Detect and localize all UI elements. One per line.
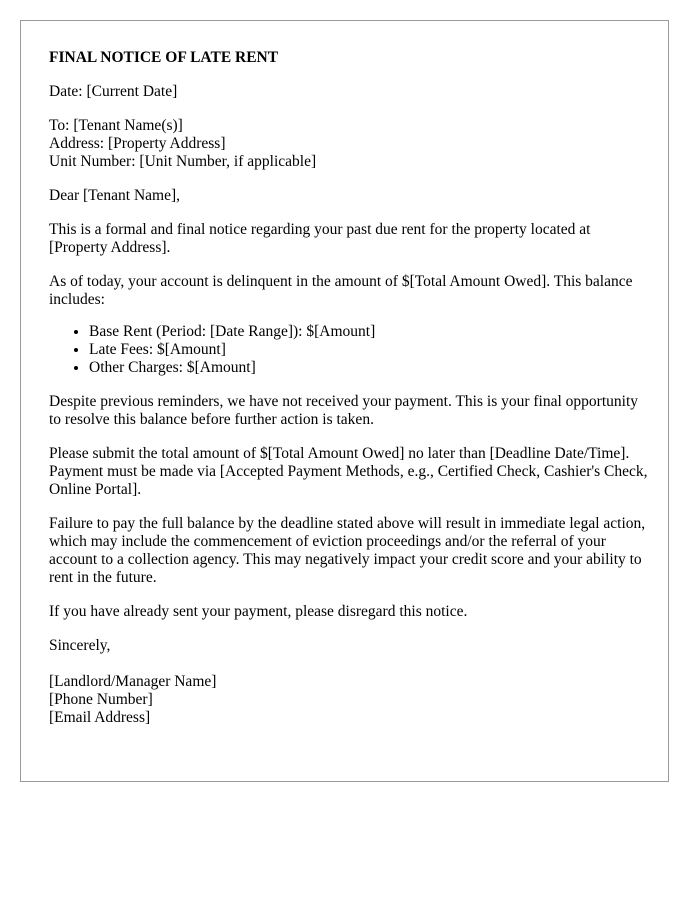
- charge-item-other: • Other Charges: $[Amount]: [89, 359, 648, 377]
- signature-email: [Email Address]: [49, 709, 151, 726]
- charges-list: [49, 323, 648, 377]
- consequences-paragraph: Failure to pay the full balance by the deadline stated above will result in immediate legal action, which may include the commencement of eviction proceedings and/or the referral of your account to a collection agency. This may negatively impact your credit score and your ability to rent in the future.: [49, 515, 646, 586]
- balance-paragraph: As of today, your account is delinquent in the amount of $[Total Amount Owed]. This balance includes:: [49, 273, 633, 308]
- recipient-block: [49, 117, 648, 171]
- signature-phone: [Phone Number]: [49, 691, 153, 708]
- payment-paragraph: Please submit the total amount of $[Total Amount Owed] no later than [Deadline Date/Time]. Payment must be made via [Accepted Payment Methods, e.g., Certified Check, Cashier's Check, Online Portal].: [49, 445, 648, 498]
- notice-document: [20, 20, 669, 782]
- charge-item-base-rent: • Base Rent (Period: [Date Range]): $[Amount]: [89, 323, 648, 341]
- disregard-paragraph: If you have already sent your payment, please disregard this notice.: [49, 603, 468, 620]
- signature-block: [49, 673, 648, 727]
- closing: Sincerely,: [49, 637, 111, 654]
- intro-paragraph: This is a formal and final notice regarding your past due rent for the property located at [Property Address].: [49, 221, 591, 256]
- signature-name: [Landlord/Manager Name]: [49, 673, 217, 690]
- recipient-address: Address: [Property Address]: [49, 135, 226, 152]
- reminder-paragraph: Despite previous reminders, we have not received your payment. This is your final opportunity to resolve this balance before further action is taken.: [49, 393, 638, 428]
- document-title: FINAL NOTICE OF LATE RENT: [49, 49, 279, 66]
- date-line: Date: [Current Date]: [49, 83, 178, 100]
- charge-item-late-fees: • Late Fees: $[Amount]: [89, 341, 648, 359]
- salutation: Dear [Tenant Name],: [49, 187, 181, 204]
- recipient-unit: Unit Number: [Unit Number, if applicable]: [49, 153, 317, 170]
- recipient-to: To: [Tenant Name(s)]: [49, 117, 183, 134]
